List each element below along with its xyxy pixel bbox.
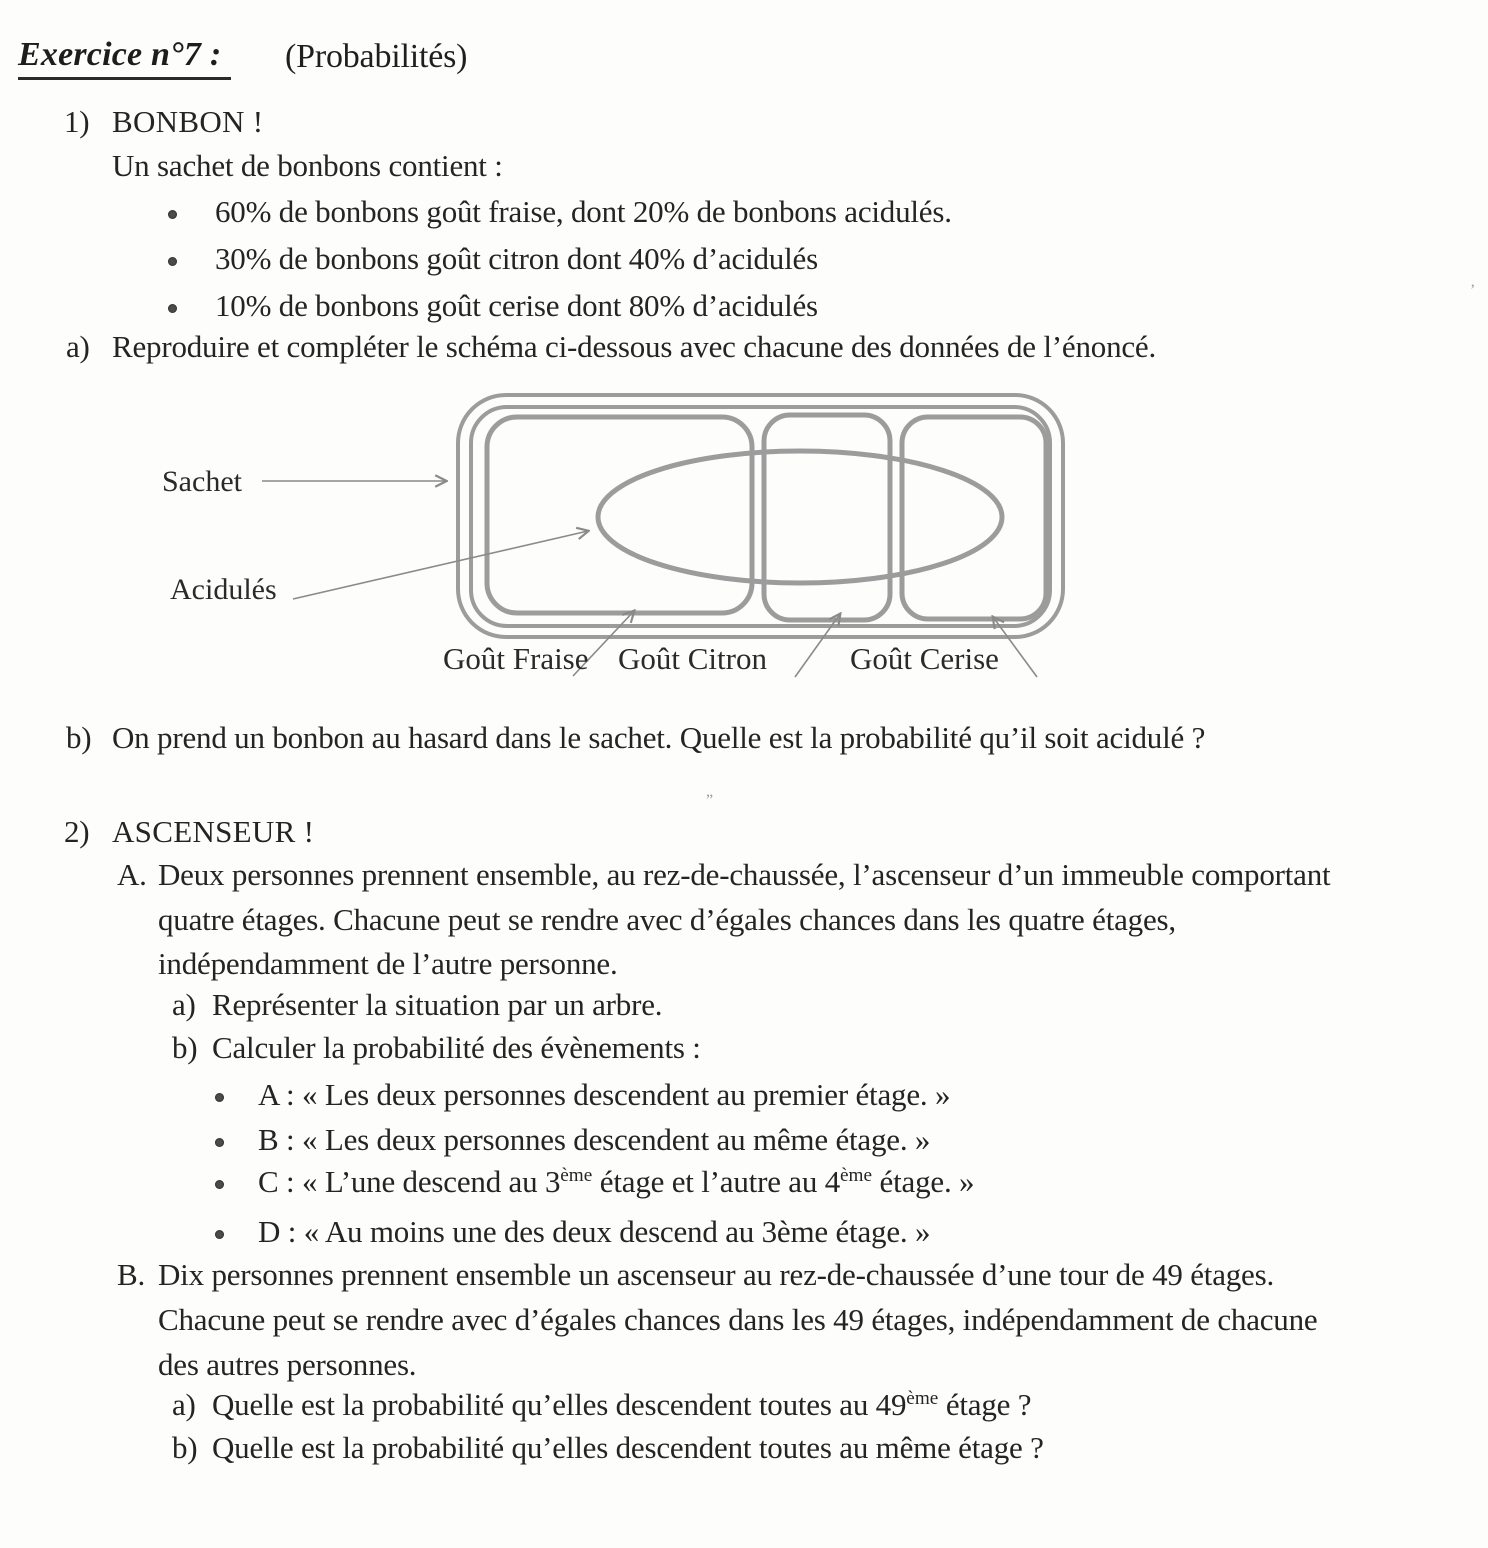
sectionA-line2: quatre étages. Chacune peut se rendre avec d’égales chances dans les quatre étages, (158, 902, 1176, 937)
sectionB-qb-marker: b) (172, 1430, 198, 1465)
fraise-region (487, 417, 752, 613)
event-d: D : « Au moins une des deux descend au 3ème étage. » (258, 1214, 931, 1249)
exercise-title: Exercice n°7 : (18, 38, 231, 80)
scan-speck: ” (706, 792, 714, 809)
sectionB-qb-text: Quelle est la probabilité qu’elles descendent toutes au même étage ? (212, 1430, 1044, 1465)
sectionA-qa-marker: a) (172, 987, 196, 1022)
bullet-dot (215, 1230, 224, 1239)
part1-qa-text: Reproduire et compléter le schéma ci-dessous avec chacune des données de l’énoncé. (112, 329, 1157, 364)
sachet-label: Sachet (162, 465, 242, 498)
sectionA-marker: A. (117, 857, 147, 892)
event-c-pre: C : « L’une descend au 3 (258, 1164, 561, 1199)
bullet-cerise: 10% de bonbons goût cerise dont 80% d’acidulés (215, 288, 818, 323)
bullet-dot (215, 1180, 224, 1189)
sectionA-line1: Deux personnes prennent ensemble, au rez-de-chaussée, l’ascenseur d’un immeuble comportant (158, 857, 1331, 892)
citron-region (764, 415, 890, 620)
sectionA-qb-marker: b) (172, 1030, 198, 1065)
acidules-region (598, 451, 1002, 583)
sectionB-qa-pre: Quelle est la probabilité qu’elles descendent toutes au 49 (212, 1387, 907, 1422)
part1-intro: Un sachet de bonbons contient : (112, 148, 503, 183)
sectionB-line1: Dix personnes prennent ensemble un ascenseur au rez-de-chaussée d’une tour de 49 étages. (158, 1257, 1275, 1292)
event-c (258, 1166, 974, 1197)
sectionB-marker: B. (117, 1257, 146, 1292)
part1-qb-text: On prend un bonbon au hasard dans le sachet. Quelle est la probabilité qu’il soit acidulé ? (112, 720, 1206, 755)
part1-qb-marker: b) (66, 720, 92, 755)
scan-speck: ’ (1470, 282, 1476, 299)
sectionB-qa-post: étage ? (938, 1387, 1032, 1422)
sectionA-line3: indépendamment de l’autre personne. (158, 946, 618, 981)
fraise-label: Goût Fraise (443, 641, 589, 676)
sectionB-qa-text (212, 1389, 1031, 1420)
event-c-post: étage. » (872, 1164, 975, 1199)
bullet-dot (168, 304, 177, 313)
cerise-label: Goût Cerise (850, 641, 999, 676)
citron-arrow (795, 614, 840, 677)
bullet-fraise: 60% de bonbons goût fraise, dont 20% de bonbons acidulés. (215, 194, 952, 229)
acidules-arrow (293, 531, 588, 599)
bullet-citron: 30% de bonbons goût citron dont 40% d’acidulés (215, 241, 818, 276)
part1-qa-marker: a) (66, 329, 90, 364)
sectionB-qa-sup: ème (906, 1388, 939, 1410)
bullet-dot (168, 210, 177, 219)
acidules-label: Acidulés (170, 573, 277, 606)
bullet-dot (215, 1093, 224, 1102)
candy-diagram (140, 388, 1100, 698)
exercise-topic: (Probabilités) (285, 38, 468, 75)
event-c-mid: étage et l’autre au 4 (592, 1164, 841, 1199)
bullet-dot (215, 1138, 224, 1147)
sachet-outline-outer (458, 395, 1063, 637)
part2-title: ASCENSEUR ! (112, 814, 315, 849)
sectionB-line3: des autres personnes. (158, 1347, 417, 1382)
sectionA-qa-text: Représenter la situation par un arbre. (212, 987, 663, 1022)
part1-number: 1) (64, 104, 90, 139)
cerise-region (902, 417, 1046, 619)
event-c-sup2: ème (840, 1165, 872, 1187)
citron-label: Goût Citron (618, 641, 767, 676)
sectionB-qa-marker: a) (172, 1387, 196, 1422)
sectionB-line2: Chacune peut se rendre avec d’égales chances dans les 49 étages, indépendamment de chacune (158, 1302, 1318, 1337)
bullet-dot (168, 257, 177, 266)
event-c-sup1: ème (560, 1165, 593, 1187)
sachet-outline-inner (471, 407, 1050, 626)
event-a: A : « Les deux personnes descendent au premier étage. » (258, 1077, 951, 1112)
event-b: B : « Les deux personnes descendent au même étage. » (258, 1122, 931, 1157)
sectionA-qb-text: Calculer la probabilité des évènements : (212, 1030, 701, 1065)
part1-title: BONBON ! (112, 104, 264, 139)
part2-number: 2) (64, 814, 90, 849)
